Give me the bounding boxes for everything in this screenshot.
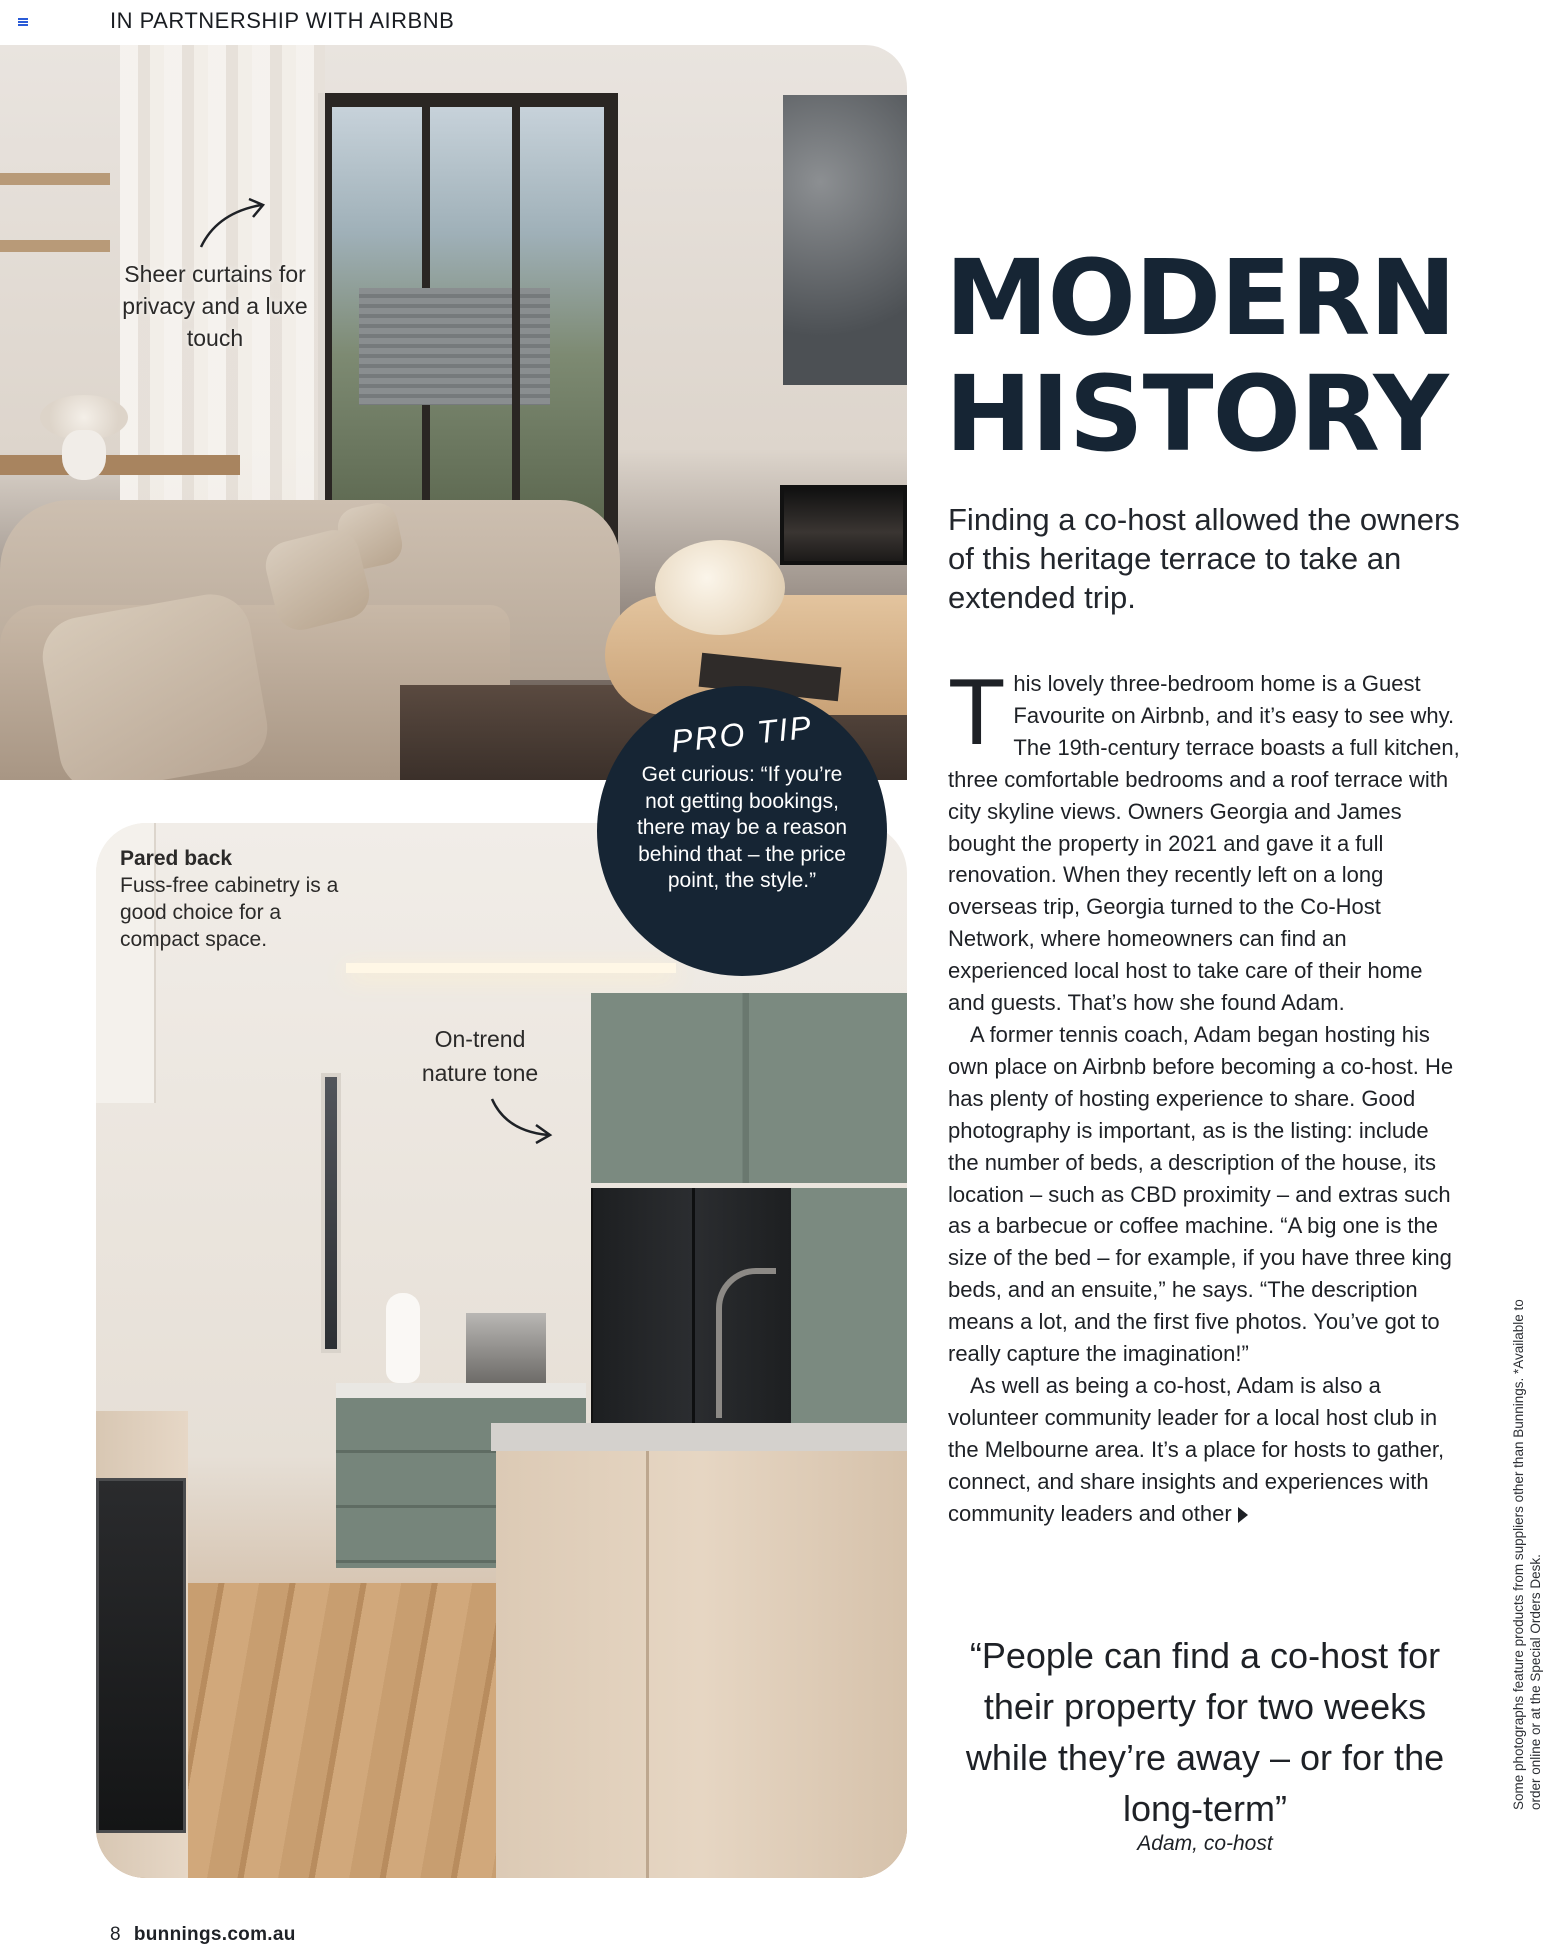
site-link[interactable]: bunnings.com.au — [133, 1924, 296, 1945]
timber-floor — [188, 1583, 498, 1878]
curved-arrow-icon — [488, 1095, 558, 1145]
kitchen-photo — [96, 823, 907, 1878]
standfirst: Finding a co-host allowed the owners of this heritage terrace to take an extended trip. — [948, 502, 1460, 615]
pull-quote: “People can find a co-host for their property for two weeks while they’re away – or for the long-term” — [965, 1635, 1445, 1829]
curved-arrow-icon — [195, 195, 275, 255]
article-title — [945, 237, 1505, 475]
hydrangea-flowers — [655, 540, 785, 635]
article-body — [948, 659, 1463, 1529]
desk — [0, 455, 240, 475]
continue-arrow-icon — [1238, 1507, 1248, 1523]
paragraph-text: his lovely three-bedroom home is a Guest Favourite on Airbnb, and it’s easy to see why. The 19th-century terrace boasts a full kitchen, three comfortable bedrooms and a roof terrace with city skyline views. Owners Georgia and James bought the property in 2021 and gave it a full renovation. When they recently left on a long overseas trip, Georgia turned to the Co-Host Network, where homeowners can find an experienced local host to take care of their home and guests. That’s how she found Adam. — [948, 671, 1460, 1016]
oven — [96, 1478, 186, 1833]
island-benchtop — [491, 1423, 907, 1451]
pro-tip-label: PRO TIP — [669, 708, 815, 760]
pro-tip-badge — [597, 686, 887, 976]
wall-shelf — [0, 240, 110, 252]
fireplace — [780, 485, 907, 565]
nature-tone-callout: On-trend nature tone — [421, 1026, 539, 1086]
title-line: MODERN — [945, 237, 1456, 359]
paragraph — [948, 659, 1463, 1019]
wall-shelf — [0, 173, 110, 185]
pared-back-title: Pared back — [120, 847, 233, 870]
vase — [386, 1293, 420, 1383]
kitchen-window — [321, 1073, 341, 1353]
paragraph-text: As well as being a co-host, Adam is also a volunteer community leader for a local host club in the Melbourne area. It’s a place for hosts to gather, connect, and share insights and experiences with community leaders and other — [948, 1372, 1445, 1526]
ceiling-light — [346, 963, 676, 973]
quote-attribution: Adam, co-host — [1137, 1832, 1273, 1855]
pared-back-text: Fuss-free cabinetry is a good choice for a compact space. — [120, 874, 339, 951]
pro-tip-text: Get curious: “If you’re not getting bookings, there may be a reason behind that – the price point, the style.” — [636, 763, 848, 892]
green-cabinets — [591, 993, 907, 1183]
paragraph: A former tennis coach, Adam began hosting his own place on Airbnb before becoming a co-host. He has plenty of hosting experience to share. Good photography is important, as is the listing: include the number of beds, a description of the house, its location – such as CBD proximity – and extras such as a barbecue or coffee machine. “A big one is the size of the bed – for example, if you have three king beds, and an ensuite,” he says. “The description means a lot, and the first five photos. You’ve got to really capture the imagination!” — [948, 1021, 1454, 1367]
paragraph — [948, 1370, 1463, 1530]
curtains-callout: Sheer curtains for privacy and a luxe touch — [122, 261, 308, 351]
title-line: HISTORY — [945, 353, 1448, 475]
living-room-photo — [0, 45, 907, 780]
benchtop — [336, 1383, 586, 1399]
drop-cap: T — [948, 659, 1006, 764]
page-number: 8 — [110, 1924, 121, 1945]
vase — [62, 430, 106, 480]
kitchen-island — [496, 1451, 907, 1878]
wall-artwork — [783, 95, 907, 385]
tap — [716, 1268, 776, 1418]
menu-icon[interactable] — [18, 18, 28, 26]
partnership-label: IN PARTNERSHIP WITH AIRBNB — [110, 8, 455, 33]
page-footer — [110, 1924, 296, 1946]
disclaimer-note: Some photographs feature products from suppliers other than Bunnings. *Available to order online or at the Special Orders Desk. — [1511, 1299, 1543, 1810]
pared-back-callout — [120, 845, 360, 953]
coffee-machine — [466, 1313, 546, 1383]
